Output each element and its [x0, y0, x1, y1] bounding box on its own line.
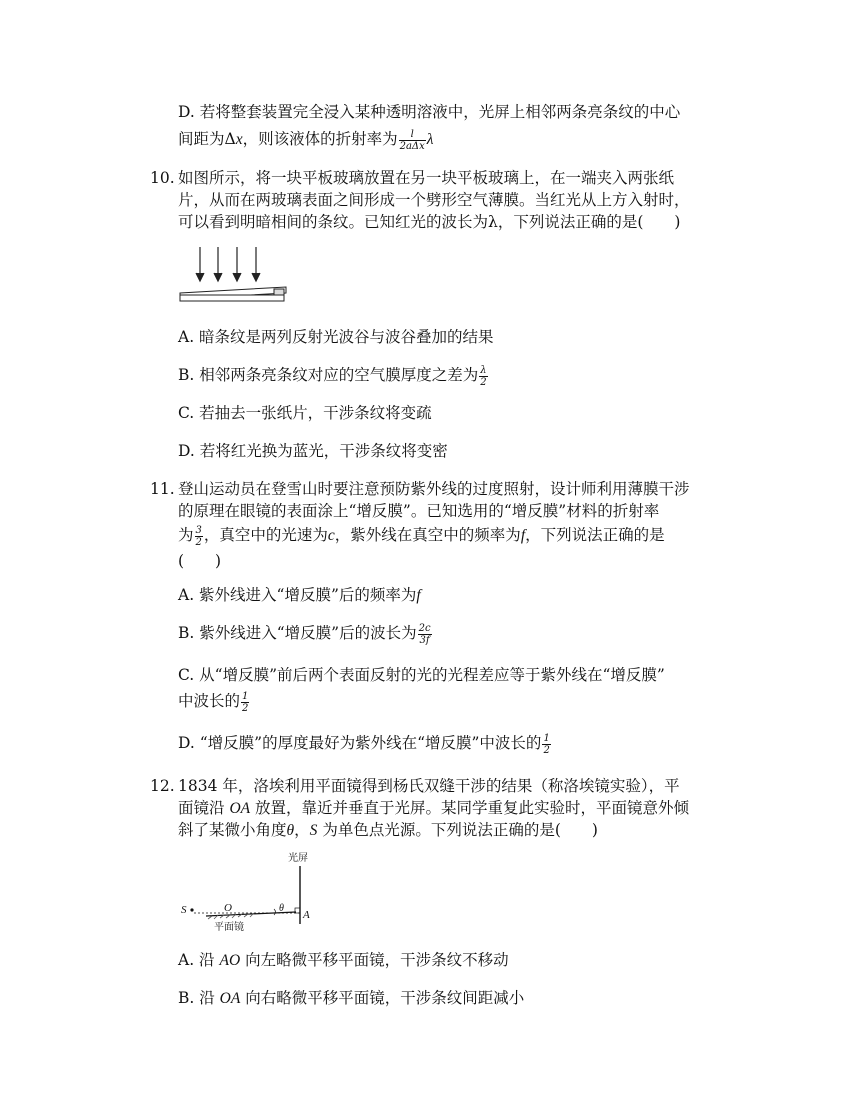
q11-c-fraction — [241, 691, 249, 714]
q10-number: 10. — [150, 169, 175, 187]
q11-option-c-line1: C. 从“增反膜”前后两个表面反射的光的光程差应等于紫外线在“增反膜” — [178, 666, 665, 684]
q11-option-d — [178, 732, 552, 756]
q12-stem-line2 — [178, 797, 689, 820]
q10-b-num: λ — [480, 364, 487, 376]
q11-var-c: c — [327, 527, 335, 544]
q11-b-fraction — [418, 623, 432, 646]
angle-arc — [274, 909, 276, 915]
q11-text-a: 为 — [178, 526, 194, 544]
q12-lloyd-mirror-figure — [176, 846, 316, 934]
fig-mirror-label: 平面镜 — [214, 922, 244, 933]
q11-option-b — [178, 622, 433, 646]
q11-text-e: ，下列说法正确的是 — [525, 526, 665, 544]
q10-stem-line2: 片，从而在两玻璃表面之间形成一个劈形空气薄膜。当红光从上方入射时， — [178, 191, 690, 209]
q12-a-text-b: 向左略微平移平面镜，干涉条纹不移动 — [240, 951, 509, 969]
q9-option-d-line1: D. 若将整套装置完全浸入某种透明溶液中，光屏上相邻两条亮条纹的中心 — [178, 103, 681, 121]
q11-b-text: B. 紫外线进入“增反膜”后的波长为 — [178, 624, 417, 642]
q11-text-b: ，真空中的光速为 — [203, 526, 328, 544]
q11-number: 11. — [150, 480, 175, 498]
q11-d-text: D. “增反膜”的厚度最好为紫外线在“增反膜”中波长的 — [178, 734, 542, 752]
q11-stem-line1: 登山运动员在登雪山时要注意预防紫外线的过度照射，设计师利用薄膜干涉 — [178, 480, 690, 498]
q12-option-a — [178, 949, 509, 972]
source-point — [190, 908, 193, 911]
q11-d-num: 1 — [543, 732, 550, 744]
q11-index-num: 3 — [195, 524, 202, 536]
q12-number: 12. — [150, 777, 175, 795]
q12-text-b: 放置，靠近并垂直于光屏。某同学重复此实验时，平面镜意外倾 — [250, 799, 690, 817]
q11-index-fraction — [195, 525, 203, 548]
q9-d-frac-num: l — [399, 129, 426, 141]
q12-stem-line3 — [178, 819, 598, 842]
q9-option-d-line2 — [178, 128, 434, 152]
q11-index-den: 2 — [195, 536, 202, 548]
q11-var-f: f — [520, 527, 526, 544]
q10-option-c: C. 若抽去一张纸片，干涉条纹将变疏 — [178, 404, 432, 422]
glass-plates — [180, 287, 286, 301]
q9-d-text-b: ，则该液体的折射率为 — [242, 130, 398, 148]
q10-stem-line3: 可以看到明暗相间的条纹。已知红光的波长为λ，下列说法正确的是( ) — [178, 213, 681, 231]
q9-d-var-x: x — [235, 131, 243, 148]
fig-o-label: O — [224, 902, 232, 914]
fig-s-label: S — [181, 904, 187, 916]
q12-var-s: S — [309, 822, 318, 839]
fig-a-label: A — [303, 909, 310, 921]
q11-a-var-f: f — [416, 587, 421, 604]
q11-a-text: A. 紫外线进入“增反膜”后的频率为 — [178, 586, 417, 604]
incident-arrows — [196, 247, 260, 281]
q11-b-den: 3f — [419, 634, 430, 646]
q12-var-oa: OA — [229, 800, 251, 817]
q12-a-text-a: A. 沿 — [178, 951, 220, 969]
q11-c-text: 中波长的 — [178, 692, 241, 710]
q10-option-a: A. 暗条纹是两列反射光波谷与波谷叠加的结果 — [178, 328, 494, 346]
q11-option-a — [178, 584, 421, 607]
q10-b-text: B. 相邻两条亮条纹对应的空气膜厚度之差为 — [178, 366, 479, 384]
q10-b-fraction — [479, 365, 487, 388]
q10-glass-figure — [176, 243, 292, 305]
q10-stem-line1: 如图所示，将一块平板玻璃放置在另一块平板玻璃上，在一端夹入两张纸 — [178, 169, 675, 187]
q11-d-den: 2 — [543, 744, 550, 756]
q10-b-den: 2 — [480, 376, 487, 388]
q10-option-b — [178, 364, 489, 388]
q11-d-fraction — [542, 733, 550, 756]
q11-option-c-line2 — [178, 690, 250, 714]
q11-text-d: ，紫外线在真空中的频率为 — [334, 526, 521, 544]
q9-d-frac-den: 2aΔx — [399, 140, 425, 152]
q11-b-num: 2c — [418, 622, 431, 634]
q11-c-den: 2 — [242, 702, 249, 714]
q12-a-var-ao: AO — [219, 952, 241, 969]
q12-var-theta: θ — [286, 822, 295, 839]
q12-b-text-a: B. 沿 — [178, 989, 220, 1007]
q11-stem-line3 — [178, 524, 665, 548]
q10-option-d: D. 若将红光换为蓝光，干涉条纹将变密 — [178, 442, 448, 460]
q11-c-num: 1 — [242, 690, 249, 702]
q11-stem-line2: 的原理在眼镜的表面涂上“增反膜”。已知选用的“增反膜”材料的折射率 — [178, 502, 660, 520]
q9-d-lambda: λ — [426, 131, 434, 148]
q12-stem-line1: 1834 年，洛埃利用平面镜得到杨氏双缝干涉的结果（称洛埃镜实验），平 — [178, 777, 680, 795]
q11-stem-line4: ( ) — [178, 552, 222, 570]
q9-d-text-a: 间距为Δ — [178, 130, 236, 148]
q12-b-text-b: 向右略微平移平面镜，干涉条纹间距减小 — [240, 989, 525, 1007]
q12-text-e: 为单色点光源。下列说法正确的是( ) — [317, 821, 598, 839]
q12-text-d: ， — [294, 821, 310, 839]
q12-text-c: 斜了某微小角度 — [178, 821, 287, 839]
fig-theta-label: θ — [279, 903, 284, 914]
q12-text-a: 面镜沿 — [178, 799, 230, 817]
q12-b-var-oa: OA — [219, 990, 241, 1007]
fig-screen-label: 光屏 — [288, 853, 308, 864]
q9-d-fraction — [399, 129, 426, 152]
q12-option-b — [178, 987, 524, 1010]
